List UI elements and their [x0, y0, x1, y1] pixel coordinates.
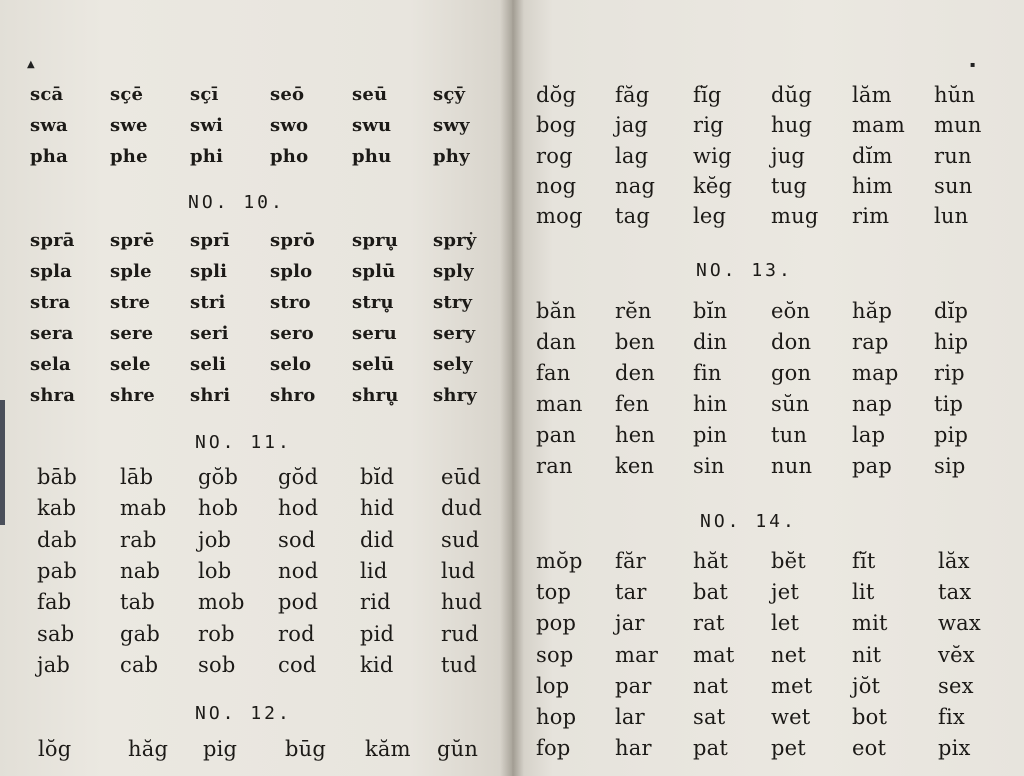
- syllable: bĕt: [771, 549, 806, 573]
- syllable: shro: [270, 385, 316, 406]
- syllable: pab: [37, 558, 78, 583]
- syllable: hen: [615, 423, 656, 447]
- syllable: din: [693, 330, 728, 354]
- syllable: sat: [693, 705, 726, 729]
- syllable: swo: [270, 115, 309, 136]
- syllable: lāb: [120, 465, 154, 489]
- syllable: fĭg: [693, 83, 722, 107]
- syllable: lit: [852, 580, 875, 605]
- syllable: phe: [110, 146, 148, 167]
- syllable: eot: [852, 736, 887, 761]
- syllable: rab: [120, 527, 157, 552]
- syllable: sprō: [270, 230, 316, 251]
- syllable: pop: [536, 611, 577, 636]
- syllable: sprē: [110, 230, 155, 251]
- lesson-heading: NO. 13.: [696, 260, 793, 281]
- syllable: kăm: [365, 737, 411, 761]
- book-gutter: [500, 0, 524, 776]
- syllable: did: [360, 527, 395, 552]
- syllable: lap: [852, 423, 886, 447]
- syllable: pan: [536, 423, 577, 447]
- syllable: eŏn: [771, 299, 811, 323]
- syllable: pip: [934, 423, 969, 447]
- syllable: scā: [30, 84, 64, 105]
- syllable: jar: [615, 611, 645, 636]
- syllable: seru: [352, 323, 397, 344]
- syllable: fix: [938, 705, 965, 729]
- syllable: mar: [615, 642, 659, 667]
- syllable: pod: [278, 590, 319, 615]
- syllable: būg: [285, 737, 327, 761]
- syllable: man: [536, 392, 583, 416]
- syllable: hin: [693, 392, 728, 416]
- syllable: selū: [352, 354, 395, 375]
- syllable: him: [852, 173, 893, 198]
- syllable: nab: [120, 558, 161, 583]
- syllable: lŏg: [38, 737, 72, 761]
- right-page: [512, 0, 1024, 776]
- syllable: ken: [615, 454, 655, 478]
- syllable: wet: [771, 705, 811, 729]
- syllable: rud: [441, 621, 479, 646]
- syllable: hop: [536, 705, 577, 729]
- syllable: hip: [934, 330, 969, 354]
- syllable: spli: [190, 261, 228, 282]
- syllable: ben: [615, 330, 655, 354]
- syllable: shri: [190, 385, 231, 406]
- syllable: sero: [270, 323, 314, 344]
- syllable: jab: [37, 652, 71, 677]
- syllable: nap: [852, 392, 893, 416]
- syllable: sply: [433, 261, 474, 282]
- syllable: gab: [120, 621, 161, 646]
- syllable: seli: [190, 354, 227, 375]
- syllable: sab: [37, 621, 75, 646]
- syllable: par: [615, 673, 652, 698]
- syllable: jug: [771, 143, 806, 168]
- syllable: lob: [198, 558, 232, 583]
- syllable: stri: [190, 292, 226, 313]
- syllable: mam: [852, 113, 905, 138]
- syllable: den: [615, 361, 655, 385]
- syllable: dab: [37, 527, 78, 552]
- syllable: pha: [30, 146, 68, 167]
- syllable: tug: [771, 173, 808, 198]
- syllable: hăg: [128, 737, 169, 761]
- syllable: mab: [120, 496, 167, 521]
- syllable: rim: [852, 204, 890, 229]
- syllable: don: [771, 330, 812, 354]
- syllable: let: [771, 611, 800, 636]
- syllable: hod: [278, 496, 319, 521]
- syllable: nag: [615, 173, 656, 198]
- syllable: rat: [693, 611, 725, 636]
- syllable: shry: [433, 385, 477, 406]
- page-edge-shadow: [0, 400, 5, 525]
- syllable: pig: [203, 737, 238, 761]
- syllable: nat: [693, 673, 729, 698]
- left-page-mark: ▲: [27, 59, 35, 70]
- syllable: sun: [934, 173, 973, 198]
- syllable: sud: [441, 527, 480, 552]
- syllable: sin: [693, 454, 725, 478]
- syllable: met: [771, 673, 813, 698]
- syllable: sele: [110, 354, 151, 375]
- syllable: mŏp: [536, 549, 583, 573]
- syllable: pho: [270, 146, 309, 167]
- syllable: seō: [270, 84, 305, 105]
- syllable: rip: [934, 361, 965, 385]
- syllable: kĕg: [693, 173, 733, 198]
- syllable: tab: [120, 590, 156, 615]
- lesson-heading: NO. 14.: [700, 511, 797, 532]
- syllable: selo: [270, 354, 312, 375]
- syllable: kab: [37, 496, 77, 521]
- syllable: sçī: [190, 84, 219, 105]
- syllable: shru̥: [352, 385, 399, 406]
- syllable: sela: [30, 354, 71, 375]
- syllable: hŭn: [934, 83, 976, 107]
- syllable: bāb: [37, 465, 78, 489]
- syllable: swa: [30, 115, 68, 136]
- syllable: eūd: [441, 465, 481, 489]
- syllable: făr: [615, 549, 646, 573]
- syllable: seri: [190, 323, 229, 344]
- syllable: gŏb: [198, 465, 239, 489]
- syllable: sera: [30, 323, 74, 344]
- syllable: ran: [536, 454, 573, 478]
- syllable: pin: [693, 423, 728, 447]
- syllable: pet: [771, 736, 806, 761]
- syllable: fin: [693, 361, 722, 385]
- syllable: job: [198, 527, 232, 552]
- syllable: swu: [352, 115, 392, 136]
- syllable: tip: [934, 392, 964, 416]
- syllable: sprā: [30, 230, 75, 251]
- syllable: mit: [852, 611, 888, 636]
- syllable: vĕx: [938, 642, 975, 667]
- syllable: splo: [270, 261, 313, 282]
- syllable: lăm: [852, 83, 892, 107]
- syllable: mog: [536, 204, 583, 229]
- syllable: stru̥: [352, 292, 394, 313]
- syllable: sery: [433, 323, 476, 344]
- syllable: rap: [852, 330, 889, 354]
- syllable: jag: [615, 113, 649, 138]
- lesson-heading: NO. 12.: [195, 703, 292, 724]
- syllable: mun: [934, 113, 982, 138]
- syllable: run: [934, 143, 972, 168]
- syllable: sod: [278, 527, 316, 552]
- syllable: dan: [536, 330, 577, 354]
- syllable: dŭg: [771, 83, 813, 107]
- syllable: stre: [110, 292, 151, 313]
- syllable: swi: [190, 115, 224, 136]
- syllable: spla: [30, 261, 73, 282]
- syllable: bĭn: [693, 299, 728, 323]
- syllable: lop: [536, 673, 570, 698]
- syllable: fop: [536, 736, 571, 761]
- syllable: top: [536, 580, 572, 605]
- syllable: tag: [615, 204, 651, 229]
- syllable: pid: [360, 621, 395, 646]
- syllable: spru̥: [352, 230, 399, 251]
- syllable: cab: [120, 652, 159, 677]
- syllable: lag: [615, 143, 649, 168]
- syllable: rig: [693, 113, 724, 138]
- syllable: sçȳ: [433, 84, 466, 105]
- syllable: shre: [110, 385, 155, 406]
- syllable: fĭt: [852, 549, 876, 573]
- syllable: sex: [938, 673, 974, 698]
- syllable: nun: [771, 454, 813, 478]
- syllable: phi: [190, 146, 224, 167]
- syllable: lun: [934, 204, 969, 229]
- syllable: mat: [693, 642, 735, 667]
- syllable: phu: [352, 146, 392, 167]
- syllable: wax: [938, 611, 981, 636]
- syllable: lud: [441, 558, 476, 583]
- syllable: pap: [852, 454, 893, 478]
- syllable: splū: [352, 261, 396, 282]
- syllable: sprī: [190, 230, 230, 251]
- syllable: bĭd: [360, 465, 395, 489]
- syllable: hid: [360, 496, 395, 521]
- syllable: lid: [360, 558, 388, 583]
- lesson-heading: NO. 11.: [195, 432, 292, 453]
- syllable: rob: [198, 621, 235, 646]
- syllable: făg: [615, 83, 650, 107]
- syllable: nod: [278, 558, 319, 583]
- syllable: sple: [110, 261, 152, 282]
- syllable: dĭp: [934, 299, 969, 323]
- syllable: stra: [30, 292, 71, 313]
- syllable: hob: [198, 496, 239, 521]
- syllable: tud: [441, 652, 478, 677]
- syllable: shra: [30, 385, 76, 406]
- syllable: stro: [270, 292, 311, 313]
- syllable: băn: [536, 299, 577, 323]
- syllable: dĭm: [852, 143, 893, 168]
- syllable: rid: [360, 590, 391, 615]
- syllable: hăp: [852, 299, 893, 323]
- syllable: mug: [771, 204, 819, 229]
- syllable: lăx: [938, 549, 970, 573]
- syllable: bot: [852, 705, 888, 729]
- syllable: sŭn: [771, 392, 810, 416]
- syllable: sere: [110, 323, 154, 344]
- syllable: tax: [938, 580, 972, 605]
- syllable: wig: [693, 143, 732, 168]
- syllable: sçē: [110, 84, 144, 105]
- syllable: fen: [615, 392, 650, 416]
- syllable: seū: [352, 84, 388, 105]
- syllable: tun: [771, 423, 808, 447]
- syllable: cod: [278, 652, 317, 677]
- syllable: phy: [433, 146, 470, 167]
- syllable: jŏt: [852, 673, 881, 698]
- right-page-mark: ▪: [970, 60, 976, 69]
- syllable: rĕn: [615, 299, 652, 323]
- syllable: jet: [771, 580, 799, 605]
- syllable: nit: [852, 642, 882, 667]
- syllable: stry: [433, 292, 473, 313]
- syllable: bog: [536, 113, 577, 138]
- syllable: bat: [693, 580, 729, 605]
- syllable: swe: [110, 115, 148, 136]
- syllable: rod: [278, 621, 315, 646]
- syllable: lar: [615, 705, 645, 729]
- syllable: leg: [693, 204, 727, 229]
- syllable: hug: [771, 113, 813, 138]
- syllable: tar: [615, 580, 647, 605]
- syllable: dŏg: [536, 83, 577, 107]
- syllable: map: [852, 361, 899, 385]
- syllable: sely: [433, 354, 473, 375]
- syllable: mob: [198, 590, 245, 615]
- syllable: sop: [536, 642, 574, 667]
- syllable: hăt: [693, 549, 729, 573]
- syllable: pat: [693, 736, 729, 761]
- syllable: hud: [441, 590, 483, 615]
- syllable: sob: [198, 652, 236, 677]
- syllable: nog: [536, 173, 577, 198]
- syllable: gon: [771, 361, 812, 385]
- syllable: swy: [433, 115, 470, 136]
- syllable: net: [771, 642, 806, 667]
- syllable: gŏd: [278, 465, 319, 489]
- lesson-heading: NO. 10.: [188, 192, 285, 213]
- syllable: kid: [360, 652, 394, 677]
- syllable: sip: [934, 454, 966, 478]
- syllable: pix: [938, 736, 971, 761]
- syllable: dud: [441, 496, 483, 521]
- syllable: fan: [536, 361, 571, 385]
- syllable: sprẏ: [433, 230, 477, 251]
- syllable: har: [615, 736, 652, 761]
- syllable: gŭn: [437, 737, 479, 761]
- syllable: rog: [536, 143, 573, 168]
- syllable: fab: [37, 590, 72, 615]
